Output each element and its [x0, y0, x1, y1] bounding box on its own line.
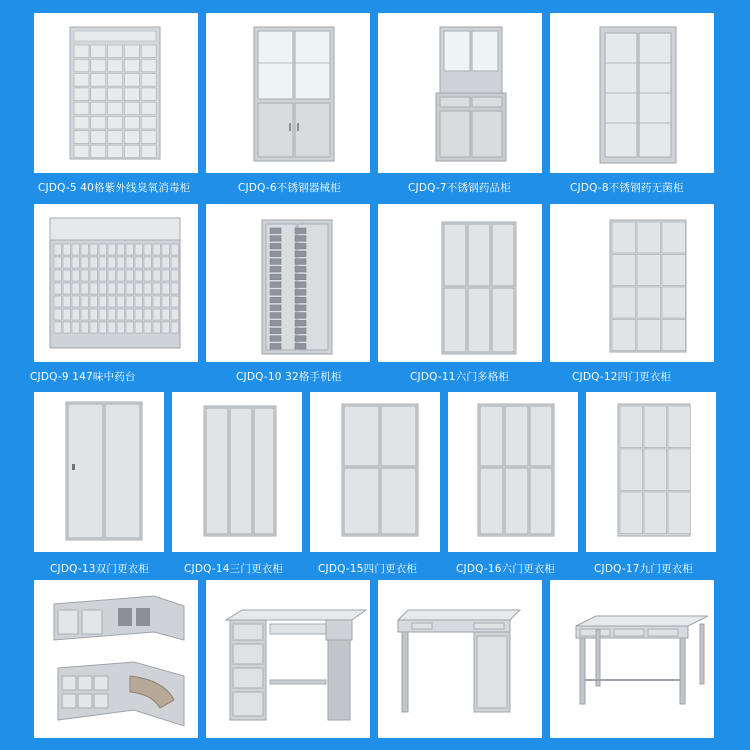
product-label: CJDQ-8不锈钢药无菌柜	[570, 182, 684, 194]
product-card[interactable]	[550, 204, 714, 362]
four-door-wardrobe-icon	[310, 392, 440, 552]
product-label: CJDQ-17九门更衣柜	[594, 563, 694, 575]
product-label: CJDQ-12四门更衣柜	[572, 371, 672, 383]
product-label: CJDQ-16六门更衣柜	[456, 563, 556, 575]
three-door-wardrobe-icon	[172, 392, 302, 552]
product-label: CJDQ-10 32格手机柜	[236, 371, 342, 383]
product-label: CJDQ-5 40格紫外线臭氧消毒柜	[38, 182, 191, 194]
corner-counter-icon	[34, 580, 198, 738]
product-card[interactable]	[34, 580, 198, 738]
product-label: CJDQ-14三门更衣柜	[184, 563, 284, 575]
computer-desk-icon	[206, 580, 370, 738]
glass-cabinet-icon	[206, 13, 370, 173]
phone-cabinet-icon	[206, 204, 370, 362]
product-label: CJDQ-15四门更衣柜	[318, 563, 418, 575]
product-card[interactable]	[550, 13, 714, 173]
herb-counter-icon	[34, 204, 198, 362]
six-door-wardrobe-icon	[448, 392, 578, 552]
product-label: CJDQ-13双门更衣柜	[50, 563, 150, 575]
locker-40-icon	[34, 13, 198, 173]
product-card[interactable]	[206, 204, 370, 362]
office-desk-icon	[378, 580, 542, 738]
work-table-icon	[550, 580, 714, 738]
product-card[interactable]	[172, 392, 302, 552]
six-door-cabinet-icon	[378, 204, 542, 362]
product-card[interactable]	[206, 580, 370, 738]
product-card[interactable]	[550, 580, 714, 738]
product-label: CJDQ-6不锈钢器械柜	[238, 182, 341, 194]
product-label: CJDQ-11六门多格柜	[410, 371, 510, 383]
product-card[interactable]	[378, 13, 542, 173]
product-card[interactable]	[310, 392, 440, 552]
product-card[interactable]	[34, 204, 198, 362]
product-card[interactable]	[378, 204, 542, 362]
two-door-wardrobe-icon	[34, 392, 164, 552]
product-card[interactable]	[378, 580, 542, 738]
product-card[interactable]	[206, 13, 370, 173]
product-card[interactable]	[34, 13, 198, 173]
product-label: CJDQ-9 147味中药台	[30, 371, 136, 383]
sterile-cabinet-icon	[550, 13, 714, 173]
medicine-cabinet-icon	[378, 13, 542, 173]
product-card[interactable]	[448, 392, 578, 552]
product-label: CJDQ-7不锈钢药品柜	[408, 182, 511, 194]
product-card[interactable]	[34, 392, 164, 552]
nine-door-wardrobe-icon	[586, 392, 716, 552]
twelve-door-cabinet-icon	[550, 204, 714, 362]
product-card[interactable]	[586, 392, 716, 552]
